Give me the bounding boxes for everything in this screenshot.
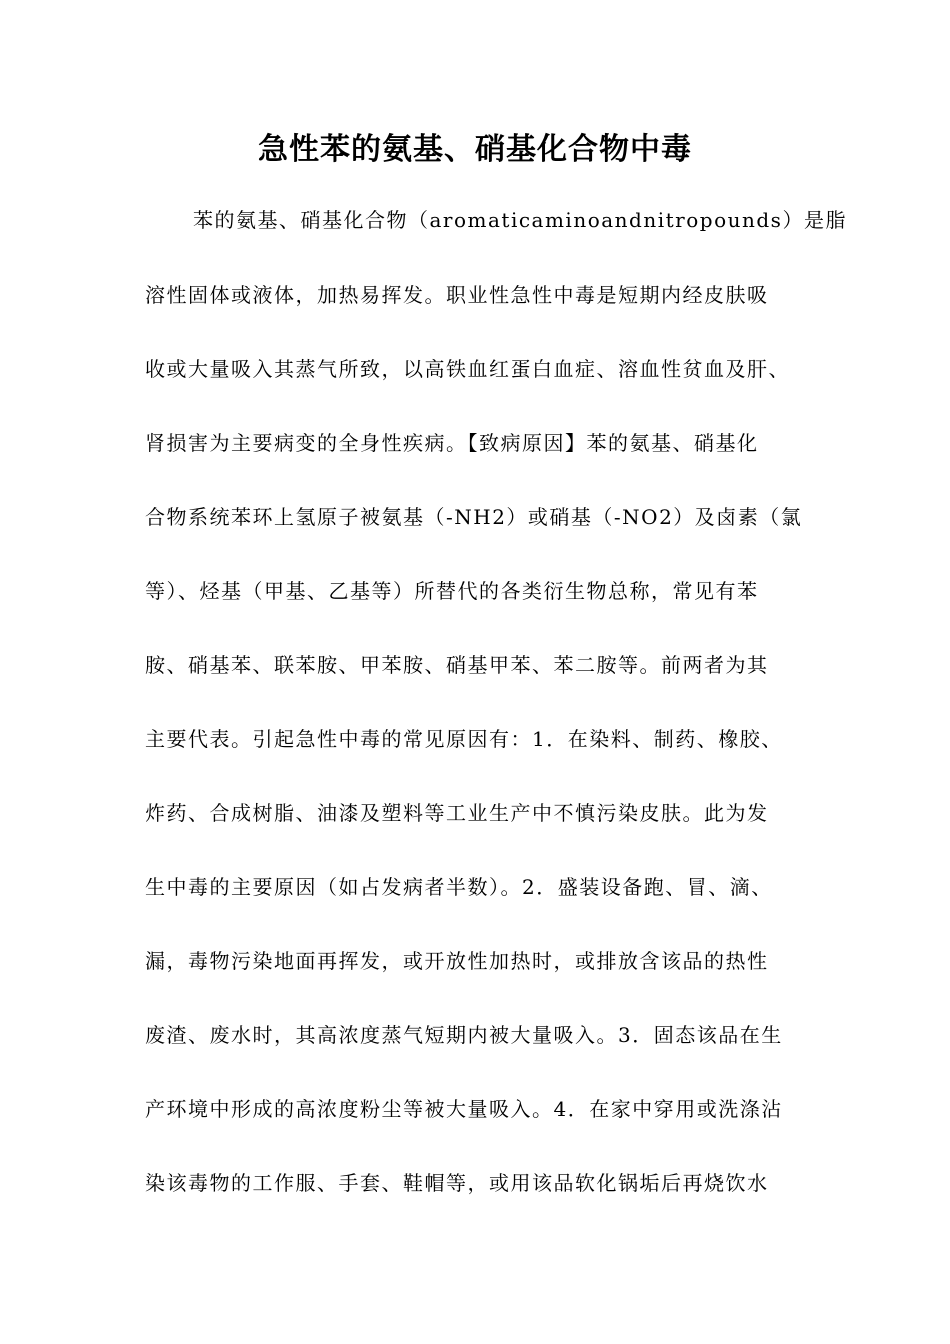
body-text-line: 生中毒的主要原因（如占发病者半数）。2．盛装设备跑、冒、滴、 bbox=[145, 875, 773, 899]
body-text-line: 苯的氨基、硝基化合物（aromaticaminoandnitropounds）是脂 bbox=[193, 208, 847, 232]
body-text-line: 胺、硝基苯、联苯胺、甲苯胺、硝基甲苯、苯二胺等。前两者为其 bbox=[145, 653, 769, 677]
body-text-line: 漏，毒物污染地面再挥发，或开放性加热时，或排放含该品的热性 bbox=[145, 949, 769, 973]
body-text-line: 等）、烃基（甲基、乙基等）所替代的各类衍生物总称，常见有苯 bbox=[145, 579, 759, 603]
body-text-line: 炸药、合成树脂、油漆及塑料等工业生产中不慎污染皮肤。此为发 bbox=[145, 801, 769, 825]
body-text-line: 染该毒物的工作服、手套、鞋帽等，或用该品软化锅垢后再烧饮水 bbox=[145, 1171, 769, 1195]
body-text-line: 收或大量吸入其蒸气所致，以高铁血红蛋白血症、溶血性贫血及肝、 bbox=[145, 357, 790, 381]
body-text-line: 主要代表。引起急性中毒的常见原因有：1．在染料、制药、橡胶、 bbox=[145, 727, 783, 751]
body-text-line: 废渣、废水时，其高浓度蒸气短期内被大量吸入。3．固态该品在生 bbox=[145, 1023, 783, 1047]
body-text-line: 产环境中形成的高浓度粉尘等被大量吸入。4．在家中穿用或洗涤沾 bbox=[145, 1097, 783, 1121]
document-title: 急性苯的氨基、硝基化合物中毒 bbox=[258, 132, 692, 167]
body-text-line: 合物系统苯环上氢原子被氨基（-NH2）或硝基（-NO2）及卤素（氯 bbox=[145, 505, 803, 529]
body-text-line: 溶性固体或液体，加热易挥发。职业性急性中毒是短期内经皮肤吸 bbox=[145, 283, 769, 307]
body-text-line: 肾损害为主要病变的全身性疾病。【致病原因】苯的氨基、硝基化 bbox=[145, 431, 759, 455]
